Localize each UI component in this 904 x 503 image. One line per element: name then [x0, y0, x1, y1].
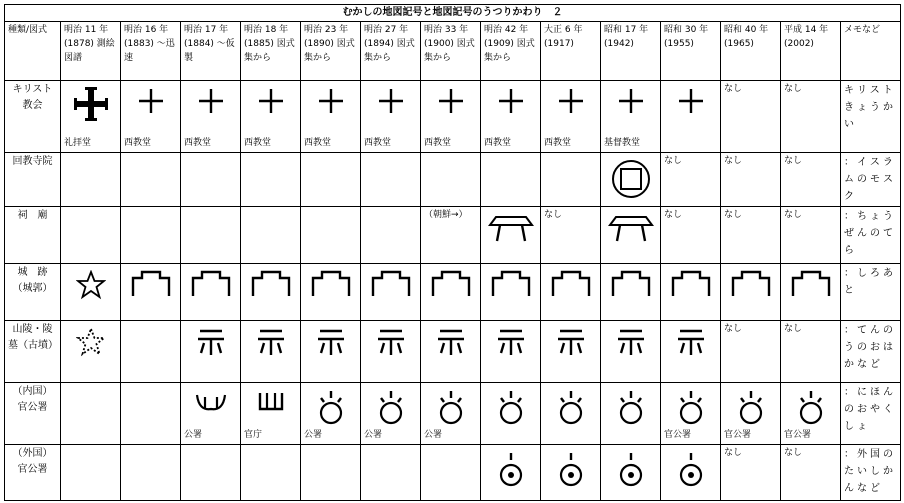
- symbol-cell: [721, 207, 781, 264]
- symbol-cell: [421, 383, 481, 445]
- cell-note: なし: [724, 324, 743, 334]
- symbol-cell: [181, 445, 241, 501]
- symbol-cell: [661, 153, 721, 207]
- cross-icon: [361, 87, 420, 115]
- column-header: 大正 6 年(1917): [541, 22, 601, 81]
- foreign-office-icon: [481, 451, 540, 487]
- government-office-icon: [601, 389, 660, 425]
- symbol-caption: 公署: [304, 430, 323, 440]
- column-header: メモなど: [841, 22, 901, 81]
- symbol-cell: [721, 153, 781, 207]
- symbol-cell: [781, 445, 841, 501]
- symbol-cell: [541, 207, 601, 264]
- symbol-caption: 官公署: [784, 430, 812, 440]
- memo-cell: ：イスラムのモスク: [841, 153, 901, 207]
- symbol-cell: [421, 81, 481, 153]
- cell-note: なし: [784, 448, 803, 458]
- castle-icon: [601, 270, 660, 298]
- column-header: 明治 11 年(1878) 測絵図譜: [61, 22, 121, 81]
- mosque-icon: [601, 159, 660, 199]
- column-header: 明治 16 年(1883) ～迅速: [121, 22, 181, 81]
- government-office-icon: [421, 389, 480, 425]
- table-row: [5, 321, 901, 383]
- imperial-tomb-icon: [481, 327, 540, 357]
- symbol-cell: [241, 321, 301, 383]
- castle-icon: [781, 270, 840, 298]
- government-office-icon: [721, 389, 780, 425]
- symbol-cell: [661, 264, 721, 321]
- column-header: 明治 42 年(1909) 図式集から: [481, 22, 541, 81]
- symbol-cell: [721, 321, 781, 383]
- symbol-cell: [661, 321, 721, 383]
- shrine-gate-icon: [481, 213, 540, 243]
- symbol-cell: [121, 207, 181, 264]
- cross-icon: [301, 87, 360, 115]
- symbol-cell: [181, 207, 241, 264]
- row-label: 山陵・陵墓（古墳）: [5, 321, 61, 383]
- symbol-cell: [601, 264, 661, 321]
- cell-note: なし: [724, 156, 743, 166]
- memo-cell: ：外国のたいしかんなど: [841, 445, 901, 501]
- symbol-caption: 公署: [364, 430, 383, 440]
- symbol-cell: [61, 383, 121, 445]
- cell-note: なし: [544, 210, 563, 220]
- government-office-icon: [301, 389, 360, 425]
- symbol-cell: [661, 383, 721, 445]
- imperial-tomb-icon: [661, 327, 720, 357]
- symbol-caption: 西教堂: [364, 138, 392, 148]
- government-office-icon: [361, 389, 420, 425]
- table-row: [5, 264, 901, 321]
- cross-icon: [541, 87, 600, 115]
- symbol-cell: [781, 321, 841, 383]
- imperial-tomb-icon: [181, 327, 240, 357]
- table-row: [5, 81, 901, 153]
- symbol-cell: [301, 383, 361, 445]
- symbol-cell: [781, 153, 841, 207]
- symbol-caption: 基督教堂: [604, 138, 641, 148]
- symbol-cell: [601, 445, 661, 501]
- cell-note: なし: [784, 210, 803, 220]
- government-office-icon: [781, 389, 840, 425]
- government-office-icon: [661, 389, 720, 425]
- symbol-cell: [121, 445, 181, 501]
- symbol-cell: [121, 153, 181, 207]
- symbol-caption: 西教堂: [424, 138, 452, 148]
- imperial-tomb-icon: [241, 327, 300, 357]
- memo-cell: ：ちょうぜんのてら: [841, 207, 901, 264]
- symbol-caption: 西教堂: [184, 138, 212, 148]
- imperial-tomb-icon: [541, 327, 600, 357]
- symbol-cell: [241, 445, 301, 501]
- symbol-caption: 西教堂: [544, 138, 572, 148]
- row-label: （内国）官公署: [5, 383, 61, 445]
- symbol-caption: 官公署: [664, 430, 692, 440]
- symbol-cell: [601, 207, 661, 264]
- symbol-cell: [361, 383, 421, 445]
- symbol-cell: [121, 321, 181, 383]
- row-label: 祠 廟: [5, 207, 61, 264]
- old-office-icon: [181, 389, 240, 415]
- symbol-caption: 西教堂: [244, 138, 272, 148]
- symbol-caption: 官公署: [724, 430, 752, 440]
- symbol-cell: [61, 207, 121, 264]
- table-row: [5, 207, 901, 264]
- symbol-caption: 西教堂: [124, 138, 152, 148]
- symbol-cell: [421, 264, 481, 321]
- castle-icon: [121, 270, 180, 298]
- imperial-tomb-icon: [601, 327, 660, 357]
- table-row: [5, 153, 901, 207]
- symbol-caption: 西教堂: [484, 138, 512, 148]
- title-row: [5, 5, 901, 22]
- cell-note: なし: [724, 210, 743, 220]
- symbol-cell: [181, 383, 241, 445]
- header-row: [5, 22, 901, 81]
- cell-note: なし: [784, 84, 803, 94]
- castle-icon: [361, 270, 420, 298]
- government-office-icon: [541, 389, 600, 425]
- table-title: むかしの地図記号と地図記号のうつりかわり ２: [5, 5, 901, 22]
- government-office-icon: [481, 389, 540, 425]
- cross-icon: [601, 87, 660, 115]
- dotted-star-icon: [61, 327, 120, 357]
- symbol-cell: [781, 81, 841, 153]
- symbol-cell: [181, 321, 241, 383]
- cell-note: なし: [724, 84, 743, 94]
- symbol-cell: [361, 207, 421, 264]
- castle-icon: [301, 270, 360, 298]
- symbol-cell: [181, 264, 241, 321]
- symbol-cell: [541, 383, 601, 445]
- table-row: [5, 383, 901, 445]
- symbol-cell: [421, 445, 481, 501]
- symbol-caption: 公署: [424, 430, 443, 440]
- imperial-tomb-icon: [421, 327, 480, 357]
- symbol-cell: [781, 264, 841, 321]
- row-label: キリスト教会: [5, 81, 61, 153]
- map-symbol-table: [4, 4, 901, 501]
- column-header: 平成 14 年(2002): [781, 22, 841, 81]
- symbol-caption: 礼拝堂: [64, 138, 92, 148]
- symbol-cell: [721, 383, 781, 445]
- symbol-cell: [361, 445, 421, 501]
- symbol-cell: [721, 445, 781, 501]
- symbol-cell: [301, 321, 361, 383]
- memo-cell: キリストきょうかい: [841, 81, 901, 153]
- symbol-cell: [601, 153, 661, 207]
- symbol-cell: [481, 81, 541, 153]
- row-label: （外国）官公署: [5, 445, 61, 501]
- symbol-caption: 西教堂: [304, 138, 332, 148]
- symbol-cell: [241, 383, 301, 445]
- cross-icon: [181, 87, 240, 115]
- symbol-cell: [181, 153, 241, 207]
- symbol-cell: [421, 207, 481, 264]
- star-icon: [61, 270, 120, 300]
- imperial-tomb-icon: [301, 327, 360, 357]
- symbol-cell: [241, 81, 301, 153]
- table-row: [5, 445, 901, 501]
- symbol-cell: [661, 81, 721, 153]
- memo-cell: ：しろあと: [841, 264, 901, 321]
- corner-header: 種類/図式: [5, 22, 61, 81]
- symbol-cell: [541, 321, 601, 383]
- cross-icon: [121, 87, 180, 115]
- symbol-cell: [421, 153, 481, 207]
- cross-icon: [421, 87, 480, 115]
- symbol-cell: [301, 81, 361, 153]
- symbol-cell: [601, 383, 661, 445]
- castle-icon: [661, 270, 720, 298]
- ornate-cross-icon: [61, 87, 120, 121]
- symbol-cell: [361, 153, 421, 207]
- symbol-cell: [241, 264, 301, 321]
- symbol-cell: [61, 81, 121, 153]
- symbol-cell: [481, 321, 541, 383]
- symbol-cell: [481, 445, 541, 501]
- column-header: 昭和 17 年(1942): [601, 22, 661, 81]
- symbol-cell: [121, 383, 181, 445]
- symbol-cell: [781, 383, 841, 445]
- cell-note: なし: [784, 156, 803, 166]
- castle-icon: [421, 270, 480, 298]
- symbol-cell: [481, 207, 541, 264]
- cross-icon: [241, 87, 300, 115]
- imperial-tomb-icon: [361, 327, 420, 357]
- foreign-office-icon: [541, 451, 600, 487]
- cross-icon: [481, 87, 540, 115]
- symbol-cell: [421, 321, 481, 383]
- symbol-cell: [781, 207, 841, 264]
- symbol-caption: 公署: [184, 430, 203, 440]
- castle-icon: [721, 270, 780, 298]
- foreign-office-icon: [601, 451, 660, 487]
- symbol-cell: [241, 207, 301, 264]
- symbol-cell: [181, 81, 241, 153]
- cross-icon: [661, 87, 720, 115]
- symbol-cell: [481, 383, 541, 445]
- column-header: 明治 33 年(1900) 図式集から: [421, 22, 481, 81]
- memo-cell: ：てんのうのおはかなど: [841, 321, 901, 383]
- column-header: 明治 18 年(1885) 図式集から: [241, 22, 301, 81]
- symbol-cell: [481, 264, 541, 321]
- column-header: 明治 23 年(1890) 図式集から: [301, 22, 361, 81]
- symbol-cell: [541, 445, 601, 501]
- symbol-cell: [301, 445, 361, 501]
- row-label: 城 跡（城郭）: [5, 264, 61, 321]
- memo-cell: ：にほんのおやくしょ: [841, 383, 901, 445]
- symbol-cell: [301, 207, 361, 264]
- symbol-cell: [361, 321, 421, 383]
- symbol-cell: [541, 81, 601, 153]
- symbol-cell: [61, 264, 121, 321]
- symbol-cell: [721, 264, 781, 321]
- symbol-cell: [301, 264, 361, 321]
- symbol-cell: [661, 445, 721, 501]
- cell-note: なし: [664, 210, 683, 220]
- castle-icon: [181, 270, 240, 298]
- cell-note: なし: [724, 448, 743, 458]
- old-office-alt-icon: [241, 389, 300, 415]
- castle-icon: [241, 270, 300, 298]
- symbol-cell: [121, 81, 181, 153]
- symbol-cell: [661, 207, 721, 264]
- symbol-cell: [61, 445, 121, 501]
- symbol-cell: [601, 321, 661, 383]
- symbol-cell: [601, 81, 661, 153]
- symbol-cell: [361, 264, 421, 321]
- castle-icon: [541, 270, 600, 298]
- symbol-cell: [481, 153, 541, 207]
- symbol-cell: [61, 321, 121, 383]
- symbol-table-container: [4, 4, 900, 498]
- cell-note: なし: [784, 324, 803, 334]
- column-header: 明治 17 年(1884) ～仮製: [181, 22, 241, 81]
- cell-note: （朝鮮→）: [424, 210, 468, 220]
- symbol-cell: [541, 264, 601, 321]
- row-label: 回教寺院: [5, 153, 61, 207]
- column-header: 昭和 30 年(1955): [661, 22, 721, 81]
- symbol-caption: 官庁: [244, 430, 263, 440]
- column-header: 昭和 40 年(1965): [721, 22, 781, 81]
- column-header: 明治 27 年(1894) 図式集から: [361, 22, 421, 81]
- symbol-cell: [241, 153, 301, 207]
- symbol-cell: [121, 264, 181, 321]
- foreign-office-icon: [661, 451, 720, 487]
- symbol-cell: [361, 81, 421, 153]
- symbol-cell: [541, 153, 601, 207]
- cell-note: なし: [664, 156, 683, 166]
- shrine-gate-icon: [601, 213, 660, 243]
- symbol-cell: [721, 81, 781, 153]
- symbol-cell: [301, 153, 361, 207]
- castle-icon: [481, 270, 540, 298]
- symbol-cell: [61, 153, 121, 207]
